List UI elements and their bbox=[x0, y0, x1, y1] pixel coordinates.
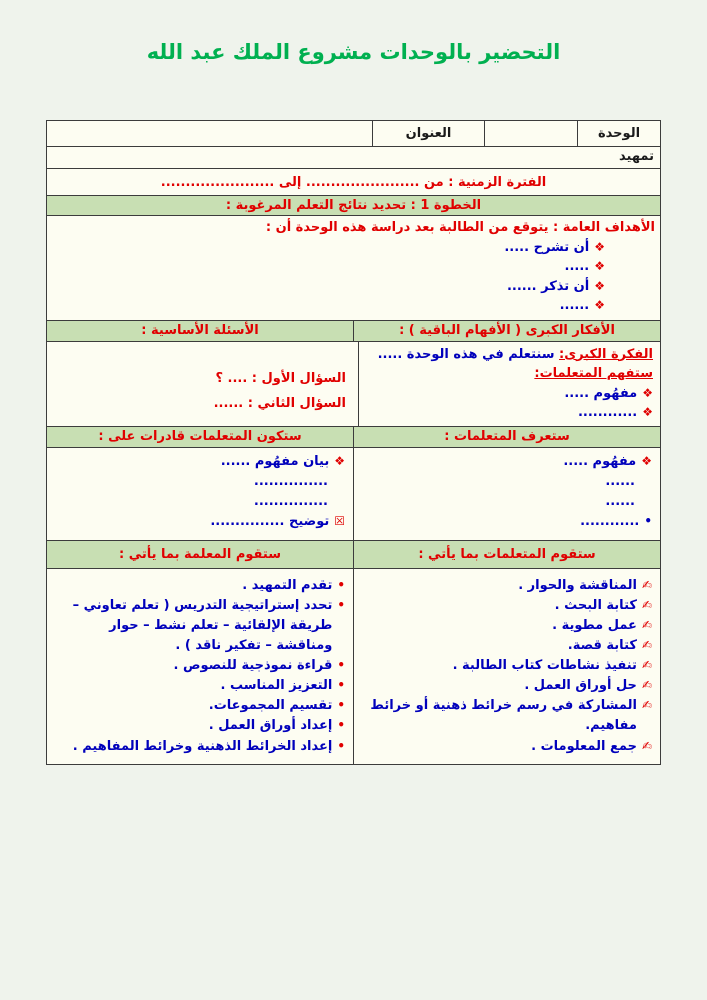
list-item bbox=[362, 576, 652, 596]
list-item bbox=[362, 512, 652, 532]
teacher-item-text: تقسيم المجموعات. bbox=[208, 698, 333, 714]
dot-bullet-icon: • bbox=[337, 698, 345, 713]
able-item-text: توضيح ............... bbox=[210, 513, 330, 529]
writing-hand-icon: ✍ bbox=[641, 698, 652, 713]
teacher-item-text: إعداد أوراق العمل . bbox=[208, 718, 333, 734]
big-idea-label: الفكرة الكبرى: bbox=[559, 346, 653, 362]
diamond-bullet-icon: ❖ bbox=[641, 453, 652, 468]
list-item bbox=[55, 676, 345, 696]
writing-hand-icon: ✍ bbox=[641, 617, 652, 632]
able-item-text: بيان مفهُوم ...... bbox=[220, 453, 330, 469]
list-item bbox=[52, 238, 605, 258]
diamond-bullet-icon: ❖ bbox=[594, 259, 605, 273]
student-item-text: المناقشة والحوار . bbox=[518, 577, 637, 593]
essential-questions-cell bbox=[47, 342, 359, 426]
student-item-text: جمع المعلومات . bbox=[531, 738, 637, 754]
list-item bbox=[55, 576, 345, 596]
activities-content-row bbox=[47, 569, 660, 764]
list-item bbox=[362, 656, 652, 676]
dot-bullet-icon: • bbox=[337, 718, 345, 733]
big-ideas-content-row bbox=[47, 342, 660, 427]
students-do-cell bbox=[354, 569, 660, 764]
knowledge-headers-row bbox=[47, 427, 660, 448]
list-item bbox=[55, 656, 345, 676]
student-item-text: تنفيذ نشاطات كتاب الطالبة . bbox=[452, 658, 637, 674]
goal-item-text: ...... bbox=[559, 298, 590, 313]
period-row bbox=[47, 169, 660, 196]
diamond-bullet-icon: ❖ bbox=[594, 239, 605, 254]
writing-hand-icon: ✍ bbox=[641, 738, 652, 753]
header-row bbox=[47, 121, 660, 147]
will-be-able-cell bbox=[47, 448, 354, 540]
knowledge-content-row bbox=[47, 448, 660, 541]
list-item bbox=[366, 403, 653, 423]
know-item-text: ...... bbox=[605, 473, 635, 489]
will-understand-label: ستفهم المتعلمات: bbox=[534, 366, 653, 381]
dot-bullet-icon: • bbox=[644, 513, 652, 528]
list-item bbox=[55, 452, 345, 472]
know-item-text: ............ bbox=[580, 513, 640, 529]
goal-item-text: أن تشرح ..... bbox=[504, 239, 590, 255]
question-line: السؤال الثاني : ...... bbox=[213, 395, 346, 411]
list-item bbox=[52, 296, 605, 316]
list-item bbox=[52, 257, 605, 277]
writing-hand-icon: ✍ bbox=[641, 577, 652, 592]
list-item bbox=[55, 696, 345, 716]
list-item bbox=[362, 616, 652, 636]
student-item-text: كتابة البحث . bbox=[554, 597, 637, 613]
teacher-item-text: إعداد الخرائط الذهنية وخرائط المفاهيم . bbox=[72, 738, 333, 754]
unit-value-cell bbox=[485, 121, 578, 146]
teacher-item-text: التعزيز المناسب . bbox=[220, 678, 333, 694]
list-item bbox=[362, 472, 652, 492]
dot-bullet-icon: • bbox=[337, 678, 345, 693]
list-item bbox=[55, 512, 345, 532]
general-goals-label: الأهداف العامة : يتوقع من الطالبة بعد دراسة هذه الوحدة أن : bbox=[265, 220, 655, 235]
section-headers-row bbox=[47, 321, 660, 342]
teacher-do-cell bbox=[47, 569, 354, 764]
know-item-text: ...... bbox=[605, 493, 635, 509]
writing-hand-icon: ✍ bbox=[641, 637, 652, 652]
diamond-bullet-icon: ❖ bbox=[642, 405, 653, 419]
intro-row bbox=[47, 147, 660, 169]
diamond-bullet-icon: ❖ bbox=[334, 453, 345, 468]
big-idea-text: سنتعلم في هذه الوحدة ..... bbox=[377, 346, 555, 362]
list-item bbox=[55, 472, 345, 492]
dot-bullet-icon: • bbox=[337, 577, 345, 592]
list-item bbox=[362, 492, 652, 512]
list-item bbox=[362, 676, 652, 696]
teacher-item-text: تحدد إستراتيجية التدريس ( تعلم تعاوني – طريقة الإلقائية – تعلم نشط – حوار ومناقشة – تفكير ناقد ) . bbox=[72, 597, 333, 653]
general-goals-cell bbox=[47, 216, 660, 320]
student-item-text: عمل مطوية . bbox=[552, 617, 637, 633]
diamond-bullet-icon: ❖ bbox=[642, 385, 653, 400]
list-item bbox=[362, 596, 652, 616]
understand-item-text: مفهُوم ..... bbox=[564, 385, 638, 401]
big-ideas-header: الأفكار الكبرى ( الأفهام الباقية ) : bbox=[399, 323, 615, 338]
student-item-text: حل أوراق العمل . bbox=[524, 678, 637, 694]
list-item bbox=[55, 492, 345, 512]
checkbox-x-icon: ☒ bbox=[334, 513, 345, 528]
list-item bbox=[362, 636, 652, 656]
dot-bullet-icon: • bbox=[337, 738, 345, 753]
step1-header-row bbox=[47, 196, 660, 216]
general-goals-list bbox=[52, 238, 655, 316]
goal-item-text: ..... bbox=[564, 259, 590, 274]
list-item bbox=[362, 696, 652, 736]
list-item bbox=[55, 596, 345, 656]
big-ideas-list bbox=[366, 384, 653, 423]
title-value-cell bbox=[47, 121, 373, 146]
essential-questions-header: الأسئلة الأساسية : bbox=[47, 321, 354, 341]
general-goals-row bbox=[47, 216, 660, 321]
intro-label: تمهيد bbox=[619, 149, 654, 164]
diamond-bullet-icon: ❖ bbox=[594, 298, 605, 312]
activities-headers-row bbox=[47, 541, 660, 569]
big-idea-line bbox=[366, 345, 653, 365]
writing-hand-icon: ✍ bbox=[641, 597, 652, 612]
question-line: السؤال الأول : .... ؟ bbox=[215, 370, 346, 386]
page-title: التحضير بالوحدات مشروع الملك عبد الله bbox=[146, 40, 561, 64]
students-do-header: ستقوم المتعلمات بما يأتي : bbox=[418, 546, 596, 562]
will-know-cell bbox=[354, 448, 660, 540]
list-item bbox=[362, 452, 652, 472]
list-item bbox=[52, 277, 605, 297]
teacher-do-header: ستقوم المعلمة بما يأتي : bbox=[47, 541, 354, 568]
list-item bbox=[366, 384, 653, 404]
big-ideas-cell bbox=[359, 342, 660, 426]
unit-label: الوحدة bbox=[597, 126, 641, 141]
teacher-item-text: قراءة نموذجية للنصوص . bbox=[173, 658, 333, 674]
period-line: الفترة الزمنية : من ....................... إلى ....................... bbox=[160, 174, 547, 190]
writing-hand-icon: ✍ bbox=[641, 678, 652, 693]
understand-item-text: ............ bbox=[577, 405, 638, 420]
lesson-plan-table bbox=[46, 120, 661, 765]
know-item-text: مفهُوم ..... bbox=[563, 453, 637, 469]
writing-hand-icon: ✍ bbox=[641, 658, 652, 673]
step1-header: الخطوة 1 : تحديد نتائج التعلم المرغوبة : bbox=[225, 198, 482, 213]
diamond-bullet-icon: ❖ bbox=[594, 278, 605, 293]
able-item-text: ............... bbox=[253, 473, 328, 489]
dot-bullet-icon: • bbox=[337, 658, 345, 673]
list-item bbox=[362, 737, 652, 757]
list-item bbox=[55, 737, 345, 757]
dot-bullet-icon: • bbox=[337, 597, 345, 612]
list-item bbox=[55, 716, 345, 736]
student-item-text: المشاركة في رسم خرائط ذهنية أو خرائط مفاهيم. bbox=[370, 698, 637, 734]
teacher-item-text: تقدم التمهيد . bbox=[242, 577, 333, 593]
able-item-text: ............... bbox=[253, 493, 328, 509]
will-know-header: ستعرف المتعلمات : bbox=[444, 429, 570, 444]
goal-item-text: أن تذكر ...... bbox=[506, 278, 590, 294]
title-label: العنوان bbox=[373, 121, 485, 146]
student-item-text: كتابة قصة. bbox=[567, 637, 637, 653]
will-be-able-header: ستكون المتعلمات قادرات على : bbox=[47, 427, 354, 447]
